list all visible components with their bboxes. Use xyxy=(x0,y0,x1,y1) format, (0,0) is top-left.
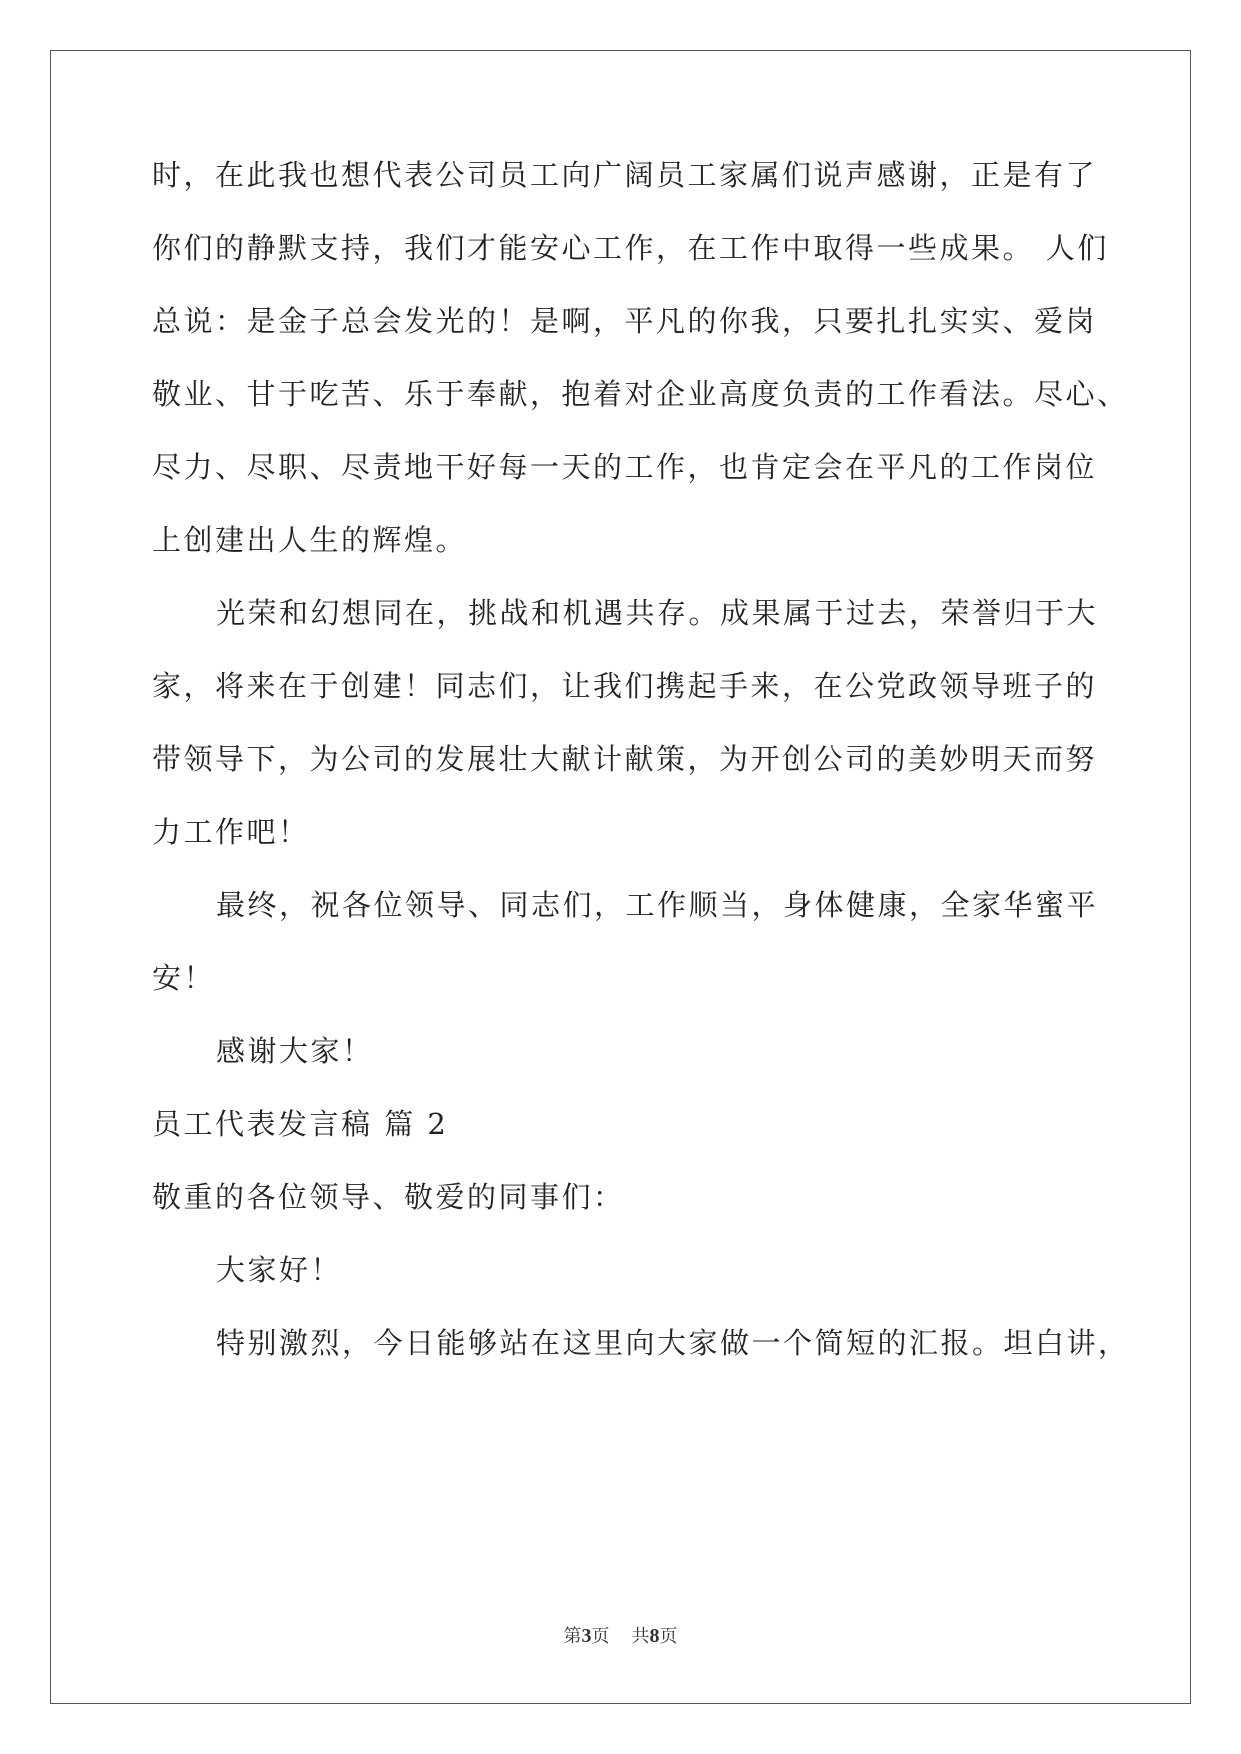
text-line: 尽力、尽职、尽责地干好每一天的工作，也肯定会在平凡的工作岗位 xyxy=(152,450,1098,484)
footer-prefix: 第 xyxy=(563,1626,582,1647)
page-frame xyxy=(50,50,1191,1704)
text-line: 时，在此我也想代表公司员工向广阔员工家属们说声感谢，正是有了 xyxy=(152,158,1098,192)
section-heading: 员工代表发言稿 篇 2 xyxy=(152,1107,449,1141)
greeting: 大家好！ xyxy=(216,1253,343,1287)
closing-thanks: 感谢大家！ xyxy=(216,1034,374,1068)
text-line: 带领导下，为公司的发展壮大献计献策，为开创公司的美妙明天而努 xyxy=(152,742,1098,776)
salutation: 敬重的各位领导、敬爱的同事们： xyxy=(152,1180,625,1214)
text-line: 家，将来在于创建！同志们，让我们携起手来，在公党政领导班子的 xyxy=(152,669,1098,703)
paragraph-start-line: 最终，祝各位领导、同志们，工作顺当，身体健康，全家华蜜平 xyxy=(216,888,1099,922)
text-line: 你们的静默支持，我们才能安心工作，在工作中取得一些成果。 人们 xyxy=(152,231,1109,265)
text-line: 总说：是金子总会发光的！是啊，平凡的你我，只要扎扎实实、爱岗 xyxy=(152,304,1098,338)
paragraph-start-line: 特别激烈，今日能够站在这里向大家做一个简短的汇报。坦白讲， xyxy=(216,1326,1130,1360)
paragraph-start-line: 光荣和幻想同在，挑战和机遇共存。成果属于过去，荣誉归于大 xyxy=(216,596,1099,630)
text-line: 安！ xyxy=(152,961,216,995)
text-line: 力工作吧！ xyxy=(152,815,310,849)
page-footer xyxy=(0,1622,1241,1648)
total-page-number: 8 xyxy=(649,1625,660,1647)
text-line: 敬业、甘于吃苦、乐于奉献，抱着对企业高度负责的工作看法。尽心、 xyxy=(152,377,1129,411)
footer-total-suffix: 页 xyxy=(659,1626,678,1647)
current-page-number: 3 xyxy=(581,1625,592,1647)
footer-total-prefix: 共 xyxy=(631,1626,650,1647)
footer-page-suffix: 页 xyxy=(591,1626,610,1647)
text-line: 上创建出人生的辉煌。 xyxy=(152,523,468,557)
